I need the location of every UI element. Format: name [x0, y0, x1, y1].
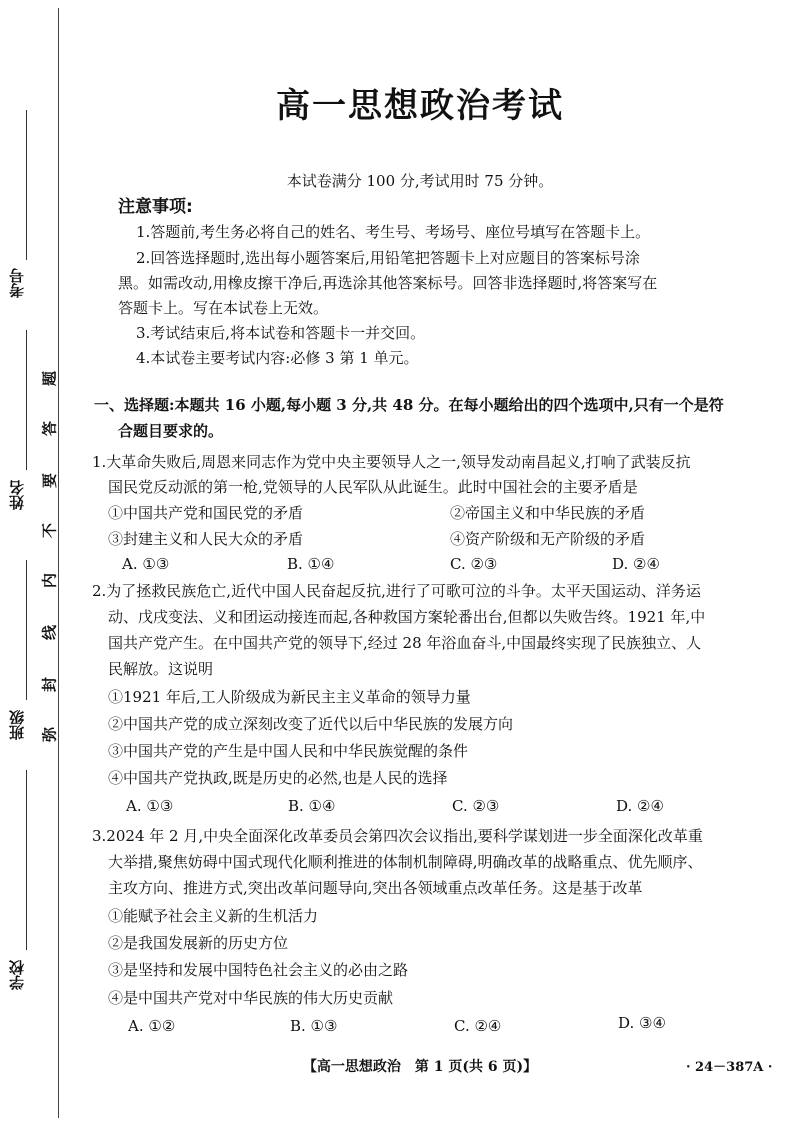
statement: ③封建主义和人民大众的矛盾	[108, 530, 304, 548]
school-label: 学校	[8, 960, 26, 990]
seal-char: 内	[40, 573, 59, 589]
notice-line: 3.考试结束后,将本试卷和答题卡一并交回。	[136, 324, 426, 342]
seal-char: 线	[40, 625, 59, 641]
question-3-stem: 3.2024 年 2 月,中央全面深化改革委员会第四次会议指出,要科学谋划进一步全面深化改革重	[92, 827, 703, 845]
seal-char: 题	[40, 371, 59, 387]
option-c[interactable]: C. ②④	[454, 1017, 502, 1035]
statement: ①1921 年后,工人阶级成为新民主主义革命的领导力量	[108, 688, 471, 706]
notice-heading: 注意事项:	[118, 197, 193, 217]
notice-line: 1.答题前,考生务必将自己的姓名、考生号、考场号、座位号填写在答题卡上。	[136, 223, 651, 241]
seal-char: 答	[40, 421, 59, 437]
seal-char: 封	[40, 677, 59, 693]
statement: ④是中国共产党对中华民族的伟大历史贡献	[108, 989, 394, 1007]
question-2-stem: 国共产党产生。在中国共产党的领导下,经过 28 年浴血奋斗,中国最终实现了民族独立、人	[108, 634, 702, 652]
option-a[interactable]: A. ①②	[128, 1017, 176, 1035]
option-c[interactable]: C. ②③	[450, 555, 498, 573]
class-blank	[26, 560, 27, 700]
seal-char: 不	[40, 523, 59, 539]
question-1-stem: 国民党反动派的第一枪,党领导的人民军队从此诞生。此时中国社会的主要矛盾是	[108, 478, 638, 496]
class-label: 班级	[8, 710, 26, 740]
notice-line: 2.回答选择题时,选出每小题答案后,用铅笔把答题卡上对应题目的答案标号涂	[136, 249, 640, 267]
notice-line: 答题卡上。写在本试卷上无效。	[118, 299, 329, 317]
seal-char: 要	[40, 473, 59, 489]
notice-line: 4.本试卷主要考试内容:必修 3 第 1 单元。	[136, 349, 419, 367]
option-b[interactable]: B. ①④	[288, 797, 336, 815]
option-d[interactable]: D. ②④	[616, 797, 664, 815]
page-footer: 【高一思想政治 第 1 页(共 6 页)】	[302, 1059, 538, 1075]
option-a[interactable]: A. ①③	[122, 555, 170, 573]
notice-line: 黑。如需改动,用橡皮擦干净后,再选涂其他答案标号。回答非选择题时,将答案写在	[118, 274, 658, 292]
option-b[interactable]: B. ①④	[287, 555, 335, 573]
question-2-stem: 2.为了拯救民族危亡,近代中国人民奋起反抗,进行了可歌可泣的斗争。太平天国运动、洋务运	[92, 582, 701, 600]
statement: ③是坚持和发展中国特色社会主义的必由之路	[108, 961, 409, 979]
name-blank	[26, 330, 27, 470]
option-b[interactable]: B. ①③	[290, 1017, 338, 1035]
option-d[interactable]: D. ③④	[618, 1014, 666, 1032]
exam-subtitle: 本试卷满分 100 分,考试用时 75 分钟。	[286, 172, 554, 190]
question-1-stem: 1.大革命失败后,周恩来同志作为党中央主要领导人之一,领导发动南昌起义,打响了武装反抗	[92, 453, 691, 471]
statement: ①能赋予社会主义新的生机活力	[108, 907, 319, 925]
option-c[interactable]: C. ②③	[452, 797, 500, 815]
question-3-stem: 主攻方向、推进方式,突出改革问题导向,突出各领域重点改革任务。这是基于改革	[108, 879, 643, 897]
option-a[interactable]: A. ①③	[126, 797, 174, 815]
statement: ④资产阶级和无产阶级的矛盾	[450, 530, 646, 548]
statement: ②中国共产党的成立深刻改变了近代以后中华民族的发展方向	[108, 715, 514, 733]
section-heading: 一、选择题:本题共 16 小题,每小题 3 分,共 48 分。在每小题给出的四个选项中,只有一个是符	[94, 396, 724, 414]
question-2-stem: 动、戊戌变法、义和团运动接连而起,各种救国方案轮番出台,但都以失败告终。1921 年,中	[108, 608, 706, 626]
name-label: 姓名	[8, 480, 26, 510]
section-heading-cont: 合题目要求的。	[118, 422, 224, 440]
statement: ①中国共产党和国民党的矛盾	[108, 504, 304, 522]
binding-line	[58, 8, 59, 1118]
statement: ③中国共产党的产生是中国人民和中华民族觉醒的条件	[108, 742, 469, 760]
exam-number-blank	[26, 110, 27, 260]
option-d[interactable]: D. ②④	[612, 555, 660, 573]
seal-char: 弥	[40, 727, 59, 743]
school-blank	[26, 770, 27, 950]
exam-number-label: 考号	[8, 268, 26, 298]
statement: ②是我国发展新的历史方位	[108, 934, 289, 952]
statement: ②帝国主义和中华民族的矛盾	[450, 504, 646, 522]
question-3-stem: 大举措,聚焦妨碍中国式现代化顺利推进的体制机制障碍,明确改革的战略重点、优先顺序、	[108, 853, 703, 871]
exam-title: 高一思想政治考试	[276, 86, 564, 126]
statement: ④中国共产党执政,既是历史的必然,也是人民的选择	[108, 769, 448, 787]
question-2-stem: 民解放。这说明	[108, 660, 214, 678]
exam-code: · 24－387A ·	[686, 1060, 773, 1075]
